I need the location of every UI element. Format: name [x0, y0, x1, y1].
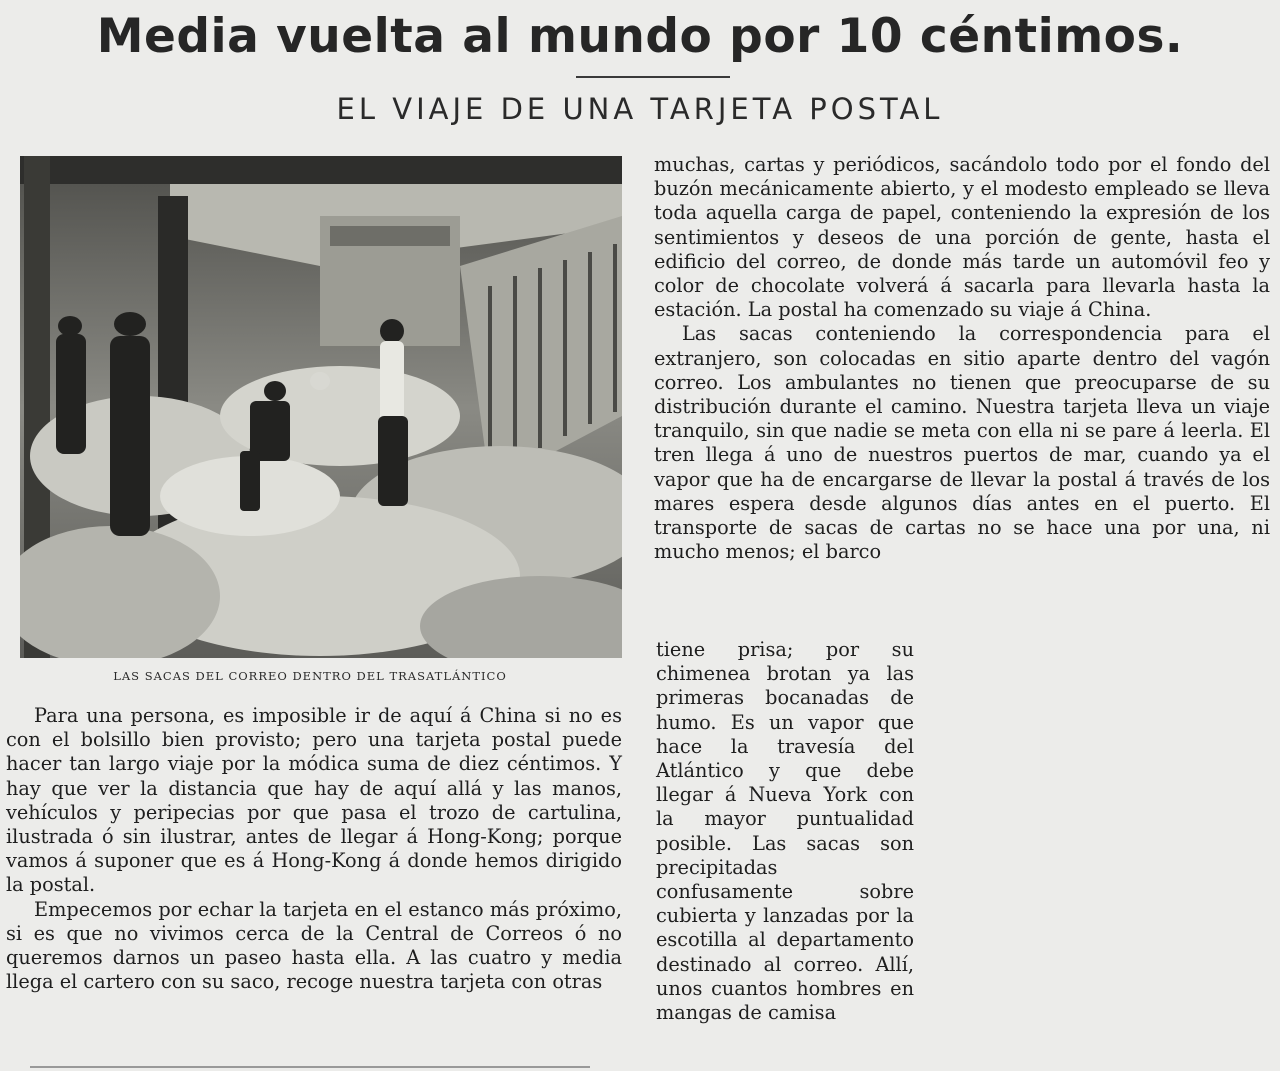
illustration-mail-sacks: [20, 156, 622, 658]
right-column: [654, 153, 1270, 564]
left-column: [6, 704, 622, 994]
page-bottom-rule: [30, 1066, 590, 1068]
paragraph-intro: Para una persona, es imposible ir de aquí á China si no es con el bolsillo bien provisto; pero una tarjeta postal puede hacer tan largo viaje por la módica suma de diez céntimos. Y hay que ver la distancia que hay de aquí allá y las manos, vehículos y peripecias por que pasa el trozo de cartulina, ilustrada ó sin ilustrar, antes de llegar á Hong-Kong; porque vamos á suponer que es á Hong-Kong á donde hemos dirigido la postal.: [6, 704, 622, 897]
narrow-column: [656, 638, 914, 1025]
paragraph-cartero: muchas, cartas y periódicos, sacándolo todo por el fondo del buzón mecánicamente abierto, y el modesto empleado se lleva toda aquella carga de papel, conteniendo la expresión de los sentimientos y deseos de una porción de gente, hasta el edificio del correo, de donde más tarde un automóvil feo y color de chocolate volverá á sacarla para llevarla hasta la estación. La postal ha comenzado su viaje á China.: [654, 153, 1270, 322]
paragraph-vapor: tiene prisa; por su chimenea brotan ya las primeras bocanadas de humo. Es un vapor que hace la travesía del Atlántico y que debe llegar á Nueva York con la mayor puntualidad posible. Las sacas son precipitadas confusamente sobre cubierta y lanzadas por la escotilla al departamento destinado al correo. Allí, unos cuantos hombres en mangas de camisa: [656, 638, 914, 1025]
subheadline: EL VIAJE DE UNA TARJETA POSTAL: [336, 92, 944, 126]
title-divider: [576, 76, 730, 78]
figure-caption: LAS SACAS DEL CORREO DENTRO DEL TRASATLÁNTICO: [113, 669, 507, 683]
paragraph-sacas: Las sacas conteniendo la correspondencia para el extranjero, son colocadas en sitio aparte dentro del vagón correo. Los ambulantes no tienen que preocuparse de su distribución durante el camino. Nuestra tarjeta lleva un viaje tranquilo, sin que nadie se meta con ella ni se pare á leerla. El tren llega á uno de nuestros puertos de mar, cuando ya el vapor que ha de encargarse de llevar la postal á través de los mares espera desde algunos días antes en el puerto. El transporte de sacas de cartas no se hace una por una, ni mucho menos; el barco: [654, 322, 1270, 564]
paragraph-estanco: Empecemos por echar la tarjeta en el estanco más próximo, si es que no vivimos cerca de la Central de Correos ó no queremos darnos un paseo hasta ella. A las cuatro y media llega el cartero con su saco, recoge nuestra tarjeta con otras: [6, 897, 622, 994]
headline: Media vuelta al mundo por 10 céntimos.: [96, 9, 1184, 64]
